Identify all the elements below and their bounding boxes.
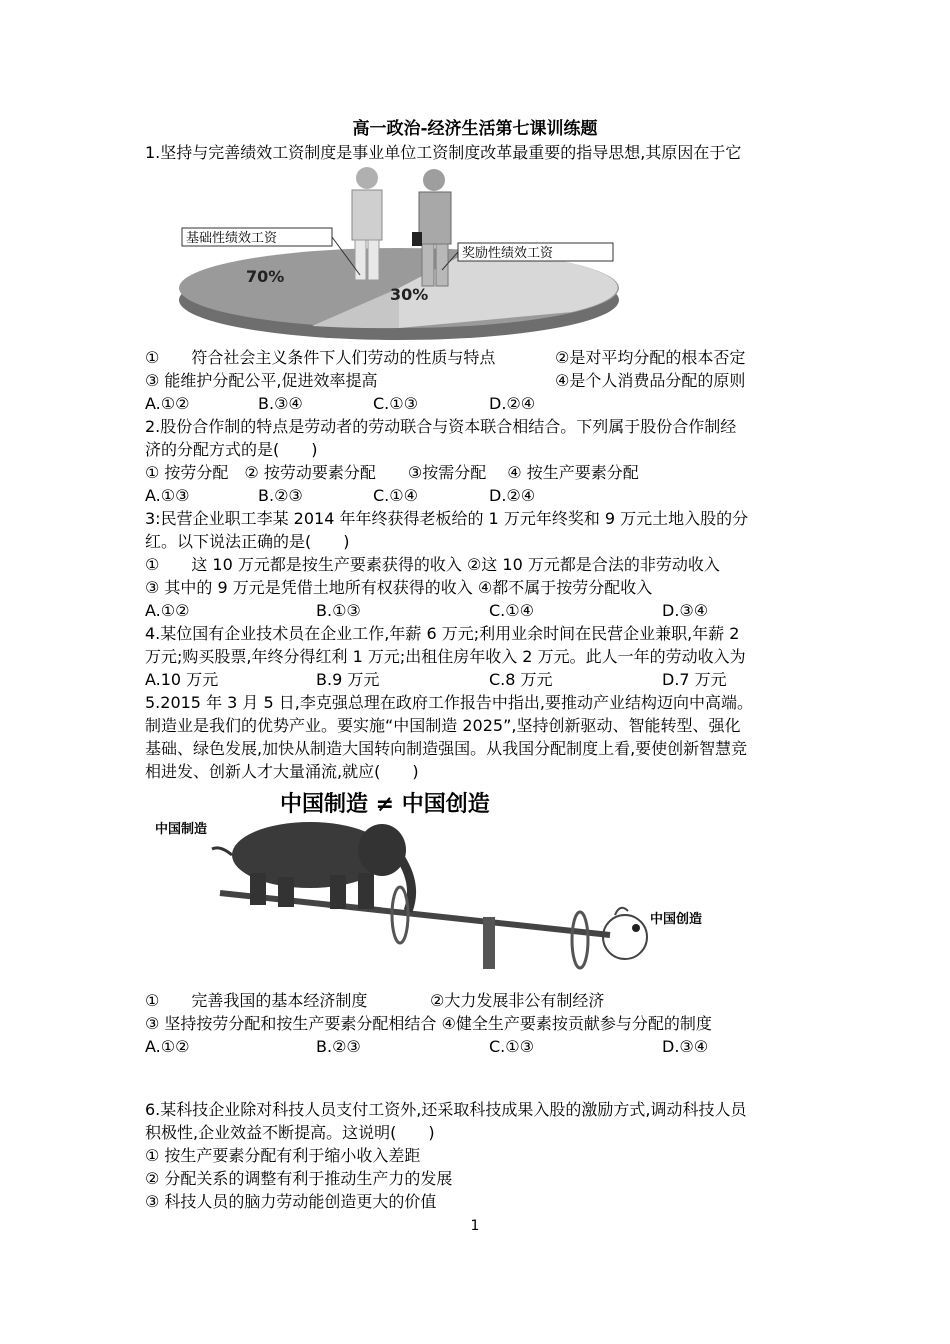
q6-stem-line2: 积极性,企业效益不断提高。这说明( ) <box>145 1123 435 1142</box>
q1-item-3: ③ 能维护分配公平,促进效率提高 <box>145 371 378 390</box>
q6-item-2: ② 分配关系的调整有利于推动生产力的发展 <box>145 1169 453 1188</box>
q3-option-a[interactable]: A.①② <box>145 601 190 620</box>
q3-items-line2: ③ 其中的 9 万元是凭借土地所有权获得的收入 ④都不属于按劳分配收入 <box>145 578 653 597</box>
q2-items: ① 按劳分配 ② 按劳动要素分配 ③按需分配 ④ 按生产要素分配 <box>145 463 639 482</box>
q1-stem: 1.坚持与完善绩效工资制度是事业单位工资制度改革最重要的指导思想,其原因在于它 <box>145 143 742 162</box>
q2-stem-line1: 2.股份合作制的特点是劳动者的劳动联合与资本联合相结合。下列属于股份合作制经 <box>145 417 737 436</box>
pct-30: 30% <box>390 285 429 304</box>
label-basic-salary: 基础性绩效工资 <box>186 231 278 246</box>
q4-option-a[interactable]: A.10 万元 <box>145 670 219 689</box>
q6-item-1: ① 按生产要素分配有利于缩小收入差距 <box>145 1146 421 1165</box>
salary-pie-figure <box>172 150 642 350</box>
q5-option-c[interactable]: C.①③ <box>489 1037 534 1056</box>
q2-option-a[interactable]: A.①③ <box>145 486 190 505</box>
q4-option-d[interactable]: D.7 万元 <box>662 670 727 689</box>
q2-option-b[interactable]: B.②③ <box>258 486 303 505</box>
q1-option-a[interactable]: A.①② <box>145 394 190 413</box>
q1-option-b[interactable]: B.③④ <box>258 394 303 413</box>
label-made-in-china: 中国制造 <box>155 822 208 837</box>
q5-option-b[interactable]: B.②③ <box>316 1037 361 1056</box>
q1-item-1: ① 符合社会主义条件下人们劳动的性质与特点 <box>145 348 496 367</box>
q5-item-1: ① 完善我国的基本经济制度 <box>145 991 368 1010</box>
figure-headline: 中国制造 ≠ 中国创造 <box>280 792 490 817</box>
q3-option-d[interactable]: D.③④ <box>662 601 709 620</box>
q3-option-c[interactable]: C.①④ <box>489 601 534 620</box>
q3-stem-line1: 3:民营企业职工李某 2014 年年终获得老板给的 1 万元年终奖和 9 万元土地入股的分 <box>145 509 749 528</box>
q2-option-c[interactable]: C.①④ <box>373 486 418 505</box>
q5-stem-line1: 5.2015 年 3 月 5 日,李克强总理在政府工作报告中指出,要推动产业结构迈向中高端。 <box>145 693 753 712</box>
q5-stem-line3: 基础、绿色发展,加快从制造大国转向制造强国。从我国分配制度上看,要使创新智慧竞 <box>145 739 748 758</box>
q4-option-b[interactable]: B.9 万元 <box>316 670 380 689</box>
q3-items-line1: ① 这 10 万元都是按生产要素获得的收入 ②这 10 万元都是合法的非劳动收入 <box>145 555 720 574</box>
q5-item-2: ②大力发展非公有制经济 <box>430 991 605 1010</box>
q6-item-3: ③ 科技人员的脑力劳动能创造更大的价值 <box>145 1192 437 1211</box>
q2-stem-line2: 济的分配方式的是( ) <box>145 440 318 459</box>
q3-stem-line2: 红。以下说法正确的是( ) <box>145 532 350 551</box>
q1-item-4: ④是个人消费品分配的原则 <box>555 371 746 390</box>
q4-stem-line2: 万元;购买股票,年终分得红利 1 万元;出租住房年收入 2 万元。此人一年的劳动收入为 <box>145 647 746 666</box>
pct-70: 70% <box>246 267 285 286</box>
elephant-seesaw-figure <box>150 785 770 985</box>
page-number: 1 <box>470 1218 480 1234</box>
page-title: 高一政治-经济生活第七课训练题 <box>352 119 598 139</box>
q5-stem-line2: 制造业是我们的优势产业。要实施“中国制造 2025”,坚持创新驱动、智能转型、强化 <box>145 716 741 735</box>
q1-item-2: ②是对平均分配的根本否定 <box>555 348 746 367</box>
label-bonus-salary: 奖励性绩效工资 <box>462 246 554 261</box>
q5-items-line2: ③ 坚持按劳分配和按生产要素分配相结合 ④健全生产要素按贡献参与分配的制度 <box>145 1014 712 1033</box>
briefcase-icon <box>412 232 422 246</box>
q2-option-d[interactable]: D.②④ <box>489 486 536 505</box>
q5-option-d[interactable]: D.③④ <box>662 1037 709 1056</box>
q4-option-c[interactable]: C.8 万元 <box>489 670 553 689</box>
q5-stem-line4: 相进发、创新人才大量涌流,就应( ) <box>145 762 419 781</box>
q5-option-a[interactable]: A.①② <box>145 1037 190 1056</box>
q3-option-b[interactable]: B.①③ <box>316 601 361 620</box>
q1-option-d[interactable]: D.②④ <box>489 394 536 413</box>
label-created-in-china: 中国创造 <box>650 912 703 927</box>
q1-option-c[interactable]: C.①③ <box>373 394 418 413</box>
q6-stem-line1: 6.某科技企业除对科技人员支付工资外,还采取科技成果入股的激励方式,调动科技人员 <box>145 1100 747 1119</box>
seesaw-handle-right <box>572 912 588 968</box>
q4-stem-line1: 4.某位国有企业技术员在企业工作,年薪 6 万元;利用业余时间在民营企业兼职,年薪 2 <box>145 624 740 643</box>
seesaw-fulcrum <box>483 917 495 969</box>
